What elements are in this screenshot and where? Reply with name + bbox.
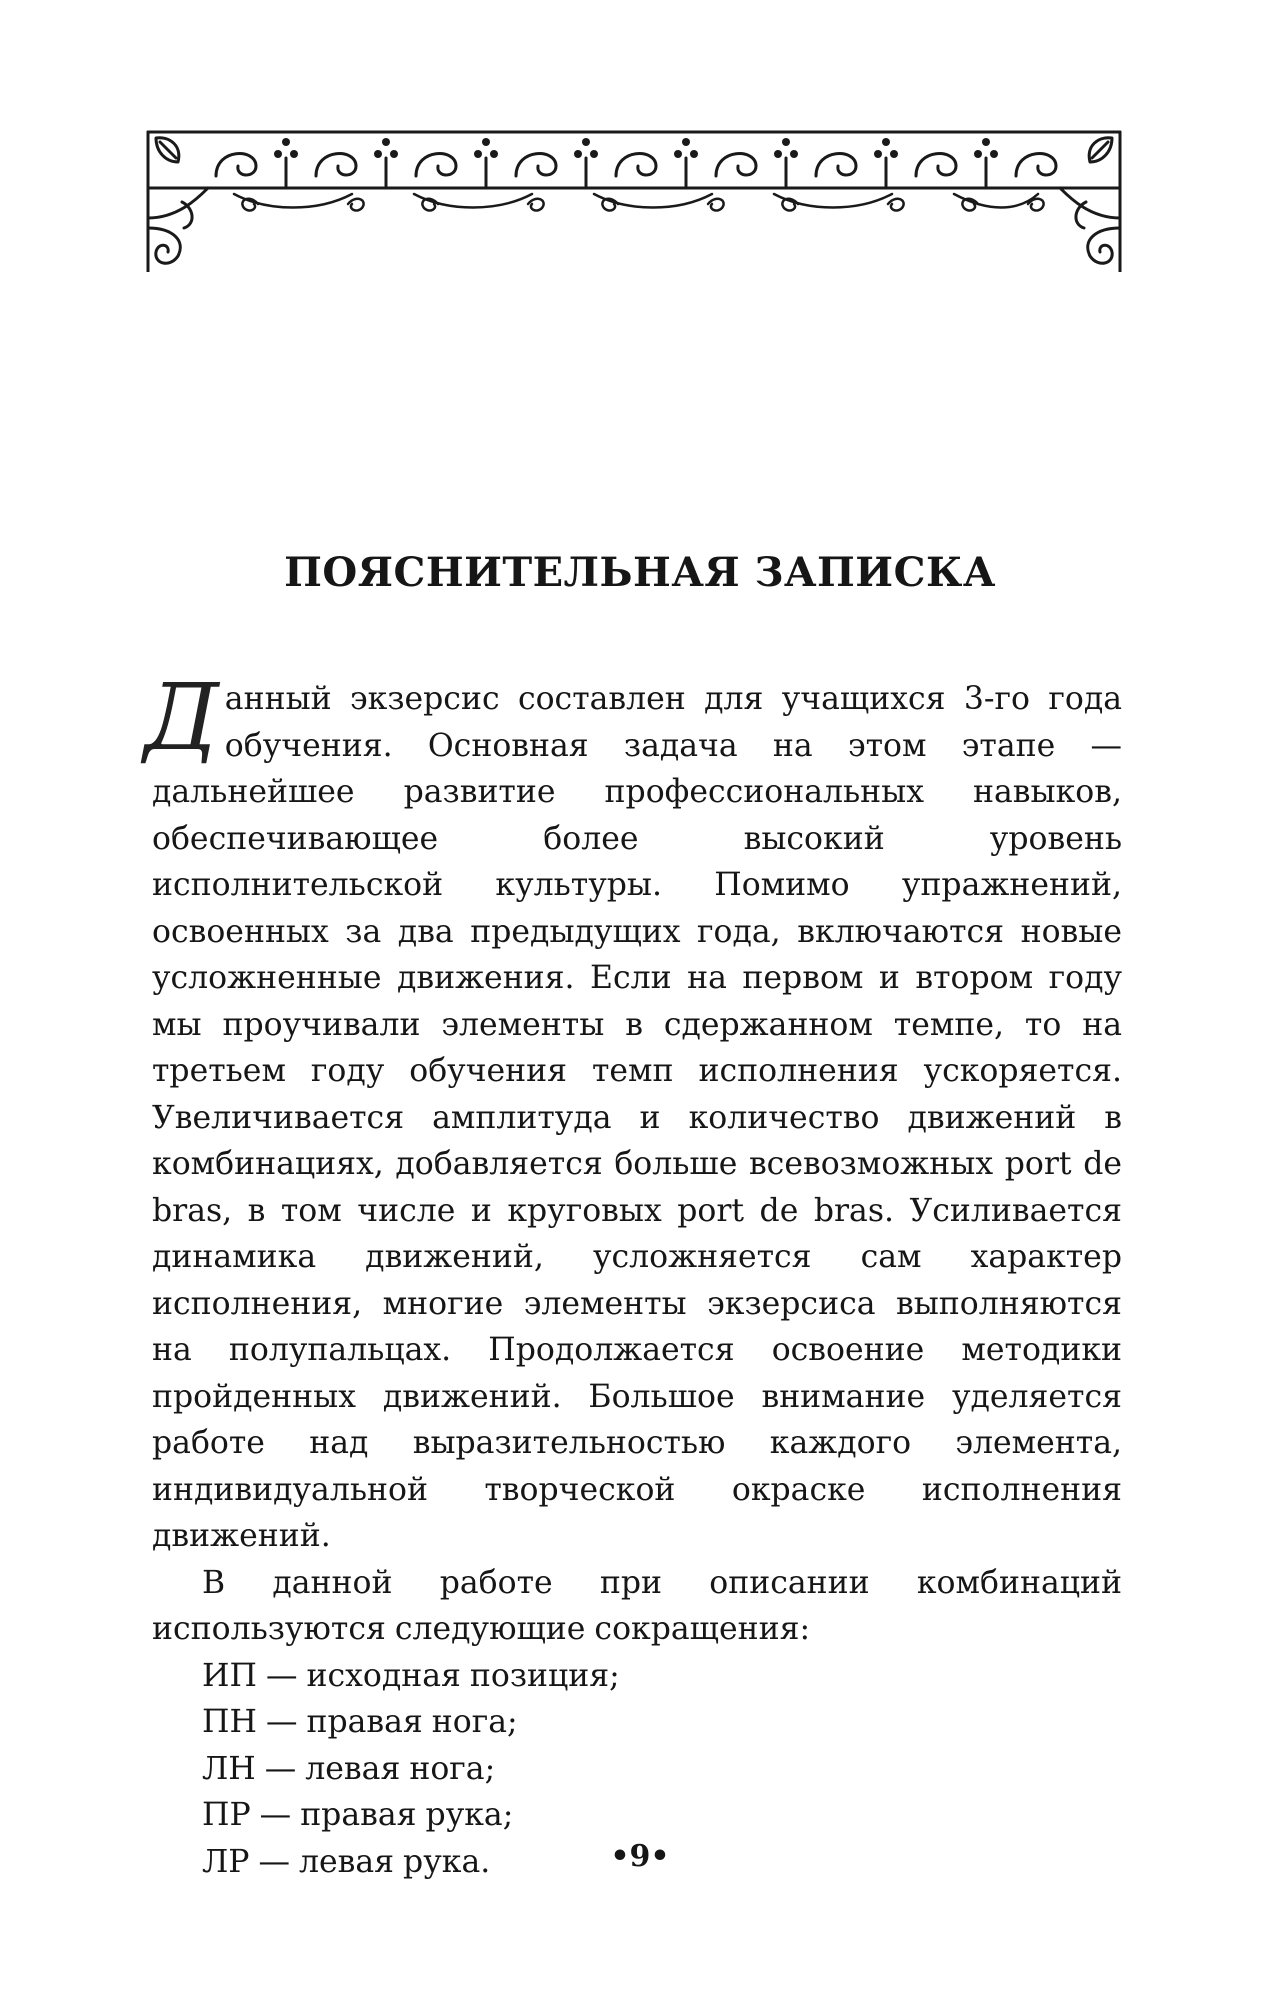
drop-cap: Д [144,664,219,771]
page-number: •9• [610,1839,670,1874]
paragraph-1 [144,664,1122,1560]
list-item: ИП — исходная позиция; [202,1657,620,1694]
body-text [144,664,1122,1885]
list-item: ЛН — левая нога; [202,1750,496,1787]
page-title: ПОЯСНИТЕЛЬНАЯ ЗАПИСКА [284,548,996,596]
paragraph-2: В данной работе при описании комбинаций используются следующие сокращения: [152,1564,1122,1647]
list-item: ПН — правая нога; [202,1704,518,1740]
decorative-ornament-border [138,128,1130,272]
list-item: ПР — правая рука; [202,1797,514,1833]
list-item: ЛР — левая рука. [202,1843,491,1880]
paragraph-1-text: анный экзерсис составлен для учащихся 3-го года обучения. Основная задача на этом этапе — дальнейшее развитие профессиональных навыков, обеспечивающее более высокий уровень исполнительской культуры. Помимо упражнений, освоенных за два предыдущих года, включаются новые усложненные движения. Если на первом и втором году мы проучивали элементы в сдержанном темпе, то на третьем году обучения темп исполнения ускоряется. Увеличивается амплитуда и количество движений в комбинациях, добавляется больше всевозможных port de bras, в том числе и круговых port de bras. Усиливается динамика движений, усложняется сам характер исполнения, многие элементы экзерсиса выполняются на полупальцах. Продолжается освоение методики пройденных движений. Большое внимание уделяется работе над выразительностью каждого элемента, индивидуальной творческой окраске исполнения движений. [152,681,1122,1554]
